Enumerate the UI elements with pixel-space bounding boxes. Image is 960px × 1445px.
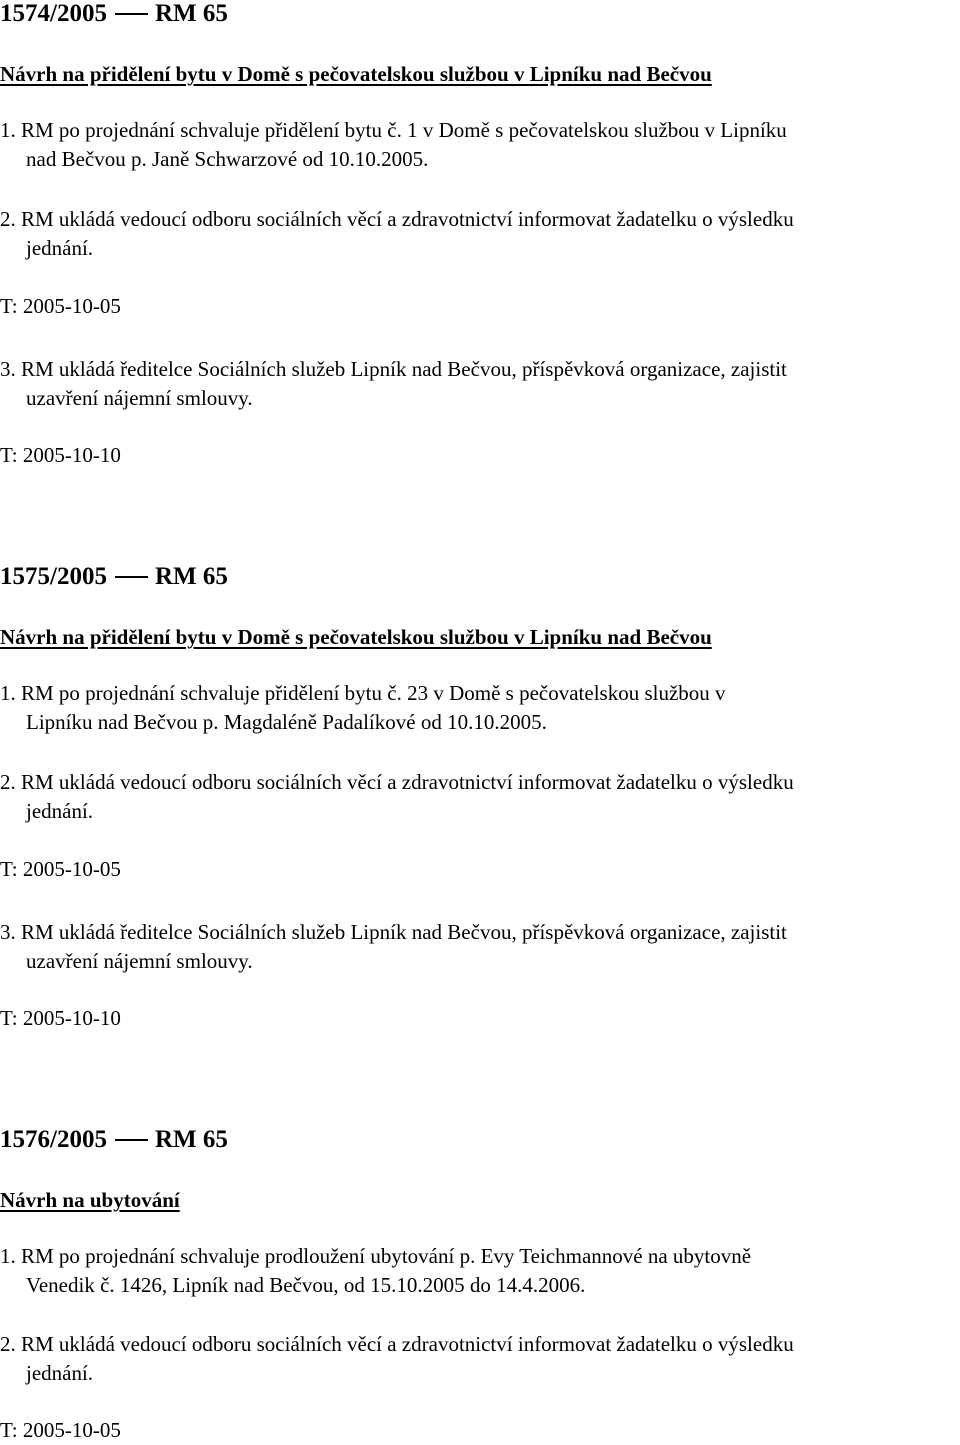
- item-line: 1. RM po projednání schvaluje přidělení bytu č. 1 v Domě s pečovatelskou službou v Lipníku: [0, 118, 787, 142]
- resolution-item-3: [0, 355, 960, 413]
- item-line: 3. RM ukládá ředitelce Sociálních služeb Lipník nad Bečvou, příspěvková organizace, zajistit: [0, 357, 787, 381]
- item-line: 1. RM po projednání schvaluje přidělení bytu č. 23 v Domě s pečovatelskou službou v: [0, 681, 726, 705]
- resolution-item-3: [0, 918, 960, 976]
- item-line: Venedik č. 1426, Lipník nad Bečvou, od 15.10.2005 do 14.4.2006.: [26, 1273, 586, 1297]
- resolution-item-1: [0, 1242, 960, 1300]
- resolution-item-1: [0, 679, 960, 737]
- item-line: jednání.: [26, 1361, 94, 1385]
- item-line: Lipníku nad Bečvou p. Magdaléně Padalíkové od 10.10.2005.: [26, 710, 547, 734]
- deadline: T: 2005-10-05: [0, 857, 121, 881]
- heading-dash: [115, 13, 148, 15]
- deadline: T: 2005-10-05: [0, 1418, 121, 1442]
- resolution-subject: Návrh na ubytování: [0, 1188, 180, 1212]
- resolution-subject: Návrh na přidělení bytu v Domě s pečovatelskou službou v Lipníku nad Bečvou: [0, 62, 712, 86]
- item-line: 2. RM ukládá vedoucí odboru sociálních věcí a zdravotnictví informovat žadatelku o výsledku: [0, 770, 794, 794]
- resolution-number: 1574/2005: [0, 0, 107, 27]
- item-line: 2. RM ukládá vedoucí odboru sociálních věcí a zdravotnictví informovat žadatelku o výsledku: [0, 1332, 794, 1356]
- item-line: 3. RM ukládá ředitelce Sociálních služeb Lipník nad Bečvou, příspěvková organizace, zajistit: [0, 920, 787, 944]
- item-line: 2. RM ukládá vedoucí odboru sociálních věcí a zdravotnictví informovat žadatelku o výsledku: [0, 207, 794, 231]
- heading-dash: [115, 576, 148, 578]
- item-line: uzavření nájemní smlouvy.: [26, 949, 253, 973]
- resolution-item-2: [0, 205, 960, 263]
- item-line: uzavření nájemní smlouvy.: [26, 386, 253, 410]
- deadline: T: 2005-10-05: [0, 294, 121, 318]
- deadline: T: 2005-10-10: [0, 1006, 121, 1030]
- resolution-heading: [0, 0, 228, 28]
- meeting-label: RM 65: [154, 563, 228, 590]
- deadline: T: 2005-10-10: [0, 443, 121, 467]
- heading-dash: [115, 1139, 148, 1141]
- item-line: jednání.: [26, 799, 94, 823]
- resolution-item-1: [0, 116, 960, 174]
- meeting-label: RM 65: [154, 1126, 228, 1153]
- resolution-number: 1575/2005: [0, 563, 107, 590]
- resolution-subject: Návrh na přidělení bytu v Domě s pečovatelskou službou v Lipníku nad Bečvou: [0, 625, 712, 649]
- item-line: nad Bečvou p. Janě Schwarzové od 10.10.2005.: [26, 147, 429, 171]
- resolution-number: 1576/2005: [0, 1126, 107, 1153]
- item-line: jednání.: [26, 236, 94, 260]
- item-line: 1. RM po projednání schvaluje prodloužení ubytování p. Evy Teichmannové na ubytovně: [0, 1244, 752, 1268]
- resolution-heading: [0, 563, 228, 591]
- resolution-item-2: [0, 1330, 960, 1388]
- meeting-label: RM 65: [154, 0, 228, 27]
- resolution-item-2: [0, 768, 960, 826]
- resolution-heading: [0, 1126, 228, 1154]
